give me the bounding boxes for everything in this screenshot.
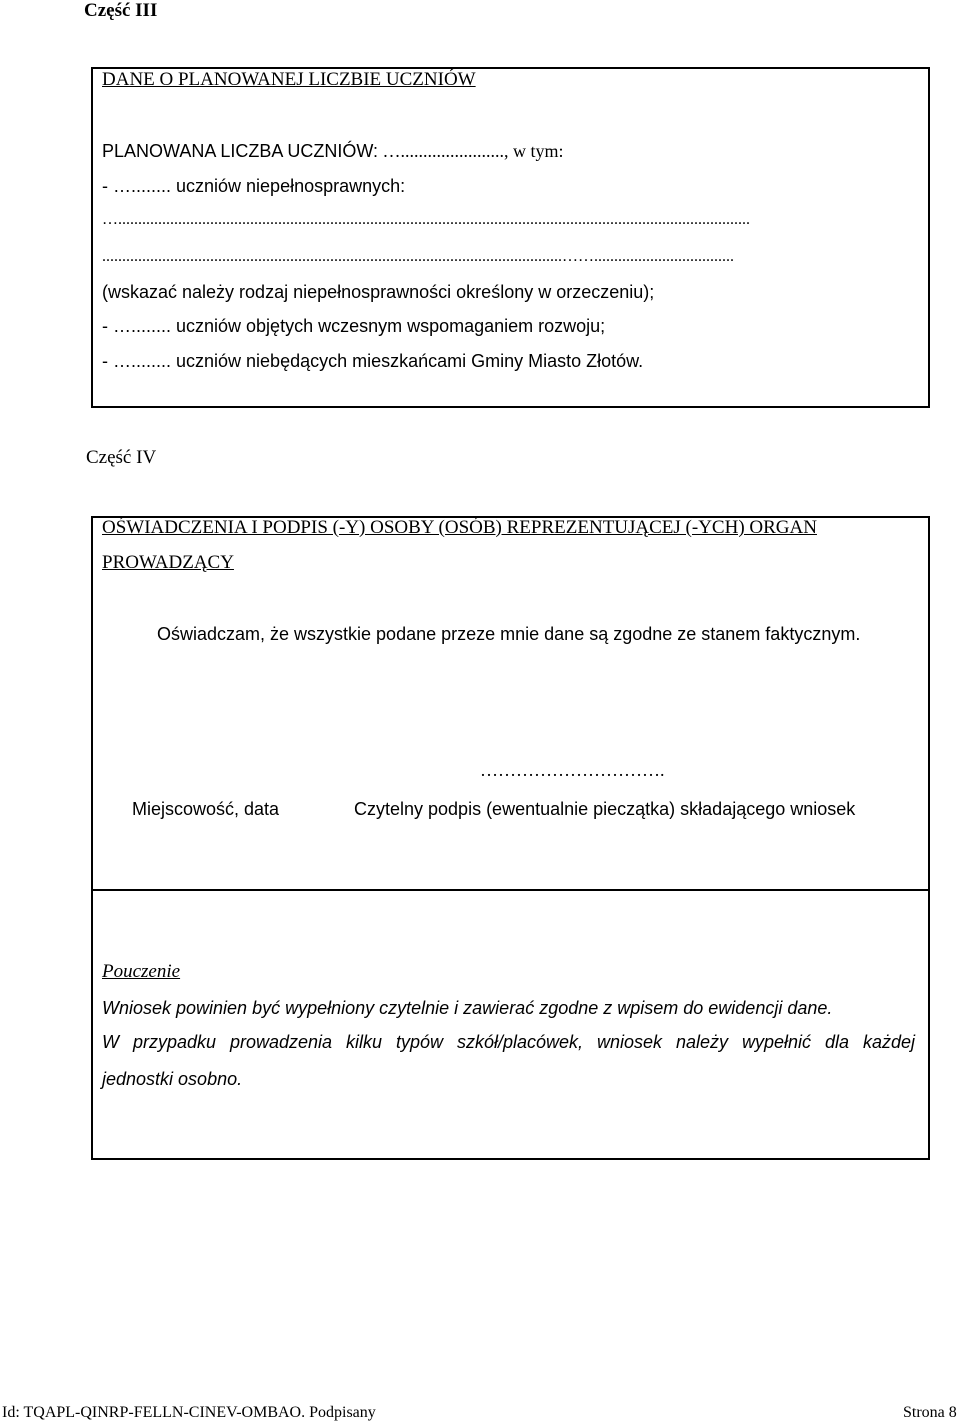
notice-line-2: W przypadku prowadzenia kilku typów szkół/placówek, wniosek należy wypełnić dla każdej [102, 1032, 915, 1052]
notice-title: Pouczenie [102, 961, 181, 982]
notice-box [91, 889, 930, 1160]
planned-count-dots: …......................., w tym: [378, 141, 564, 161]
statement-text: Oświadczam, że wszystkie podane przeze mnie dane są zgodne ze stanem faktycznym. [157, 624, 861, 644]
signature-label: Czytelny podpis (ewentualnie pieczątka) składającego wniosek [354, 799, 856, 819]
planned-count-row [102, 140, 564, 162]
dots-row-1: ….............................................................................................................................................................. [102, 211, 750, 228]
part3-title: DANE O PLANOWANEJ LICZBIE UCZNIÓW [102, 69, 476, 90]
disability-note: (wskazać należy rodzaj niepełnosprawności określony w orzeczeniu); [102, 282, 655, 302]
part4-title-line2: PROWADZĄCY [102, 552, 234, 573]
part4-heading: Część IV [86, 447, 157, 468]
notice-line-1: Wniosek powinien być wypełniony czytelnie i zawierać zgodne z wpisem do ewidencji dane. [102, 998, 833, 1018]
footer-id: Id: TQAPL-QINRP-FELLN-CINEV-OMBAO. Podpisany [2, 1404, 376, 1421]
place-date-label: Miejscowość, data [132, 799, 280, 819]
footer-page-number: Strona 8 [903, 1404, 957, 1421]
part3-heading: Część III [84, 0, 158, 21]
part4-title-line1: OŚWIADCZENIA I PODPIS (-Y) OSOBY (OSÓB) REPREZENTUJĄCEJ (-YCH) ORGAN [102, 517, 817, 538]
planned-count-label: PLANOWANA LICZBA UCZNIÓW: [102, 141, 379, 161]
disabled-students-row: - …........ uczniów niepełnosprawnych: [102, 176, 406, 196]
notice-line-3: jednostki osobno. [102, 1069, 243, 1089]
dots-row-2: ...................................................................................................................……................................... [102, 248, 734, 265]
early-support-row: - …........ uczniów objętych wczesnym wspomaganiem rozwoju; [102, 316, 606, 336]
non-resident-row: - …........ uczniów niebędących mieszkańcami Gminy Miasto Złotów. [102, 351, 644, 371]
signature-dots: …………………………. [480, 760, 665, 780]
